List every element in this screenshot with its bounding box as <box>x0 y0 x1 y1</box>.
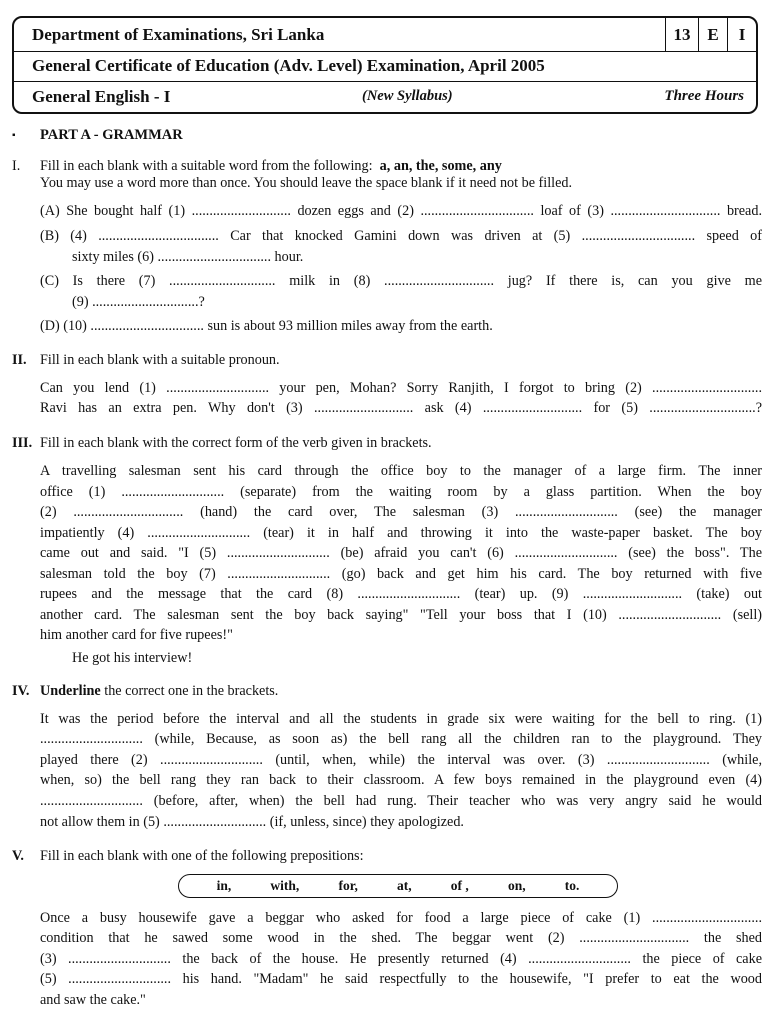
preposition-option: with, <box>270 878 300 893</box>
passage-line: salesman told the boy (7) ............................. (go) back and get him his card. The boy returned with five <box>40 566 762 582</box>
passage-line: when, so) the bell rang they ran back to their classroom. A few boys remained in the playground even (4) <box>40 772 762 788</box>
passage-line: (3) ............................. the back of the house. He presently returned (4) ............................. the piece of cake <box>40 951 762 967</box>
exam-header <box>12 16 758 114</box>
passage-line: not allow them in (5) ............................. (if, unless, since) they apologized. <box>40 814 464 830</box>
passage-line: Ravi has an extra pen. Why don't (3) ............................ ask (4) ............................ for (5) ..............................? <box>40 400 762 416</box>
item-a: (A) She bought half (1) ............................ dozen eggs and (2) ................................ loaf of (3) ............................... bread. <box>40 203 762 219</box>
part-a-title: PART A - GRAMMAR <box>40 127 183 143</box>
instruction-text: the correct one in the brackets. <box>100 683 279 699</box>
department-name: Department of Examinations, Sri Lanka <box>32 24 325 44</box>
header-row-subject <box>14 81 756 112</box>
passage-line: (2) ............................... (hand) the card over, The salesman (3) ............................. (see) the manager <box>40 504 762 520</box>
paper-code-roman: I <box>727 18 756 51</box>
paper-code-number: 13 <box>665 18 698 51</box>
preposition-options-box <box>178 874 618 898</box>
question-number: II. <box>12 352 27 368</box>
instruction-emphasis: Underline <box>40 683 101 699</box>
preposition-option: on, <box>507 878 526 893</box>
passage-line: condition that he sawed some wood in the shed. The beggar went (2) ............................... the shed <box>40 930 762 946</box>
passage-line: ............................. (while, Because, as soon as) the bell rang all the children ran to the playground. They <box>40 731 762 747</box>
passage-line: He got his interview! <box>72 650 193 666</box>
word-options: a, an, the, some, any <box>379 158 502 174</box>
duration-label: Three Hours <box>664 88 744 104</box>
question-number: IV. <box>12 683 30 699</box>
passage-line: Can you lend (1) ............................. your pen, Mohan? Sorry Ranjith, I forgot to bring (2) ............................... <box>40 380 762 396</box>
preposition-option: in, <box>216 878 232 893</box>
passage-line: played there (2) ............................. (until, when, while) the interval was over. (3) ............................. (while, <box>40 752 762 768</box>
bullet-icon: ▪ <box>12 130 16 141</box>
paper-code-letter: E <box>698 18 727 51</box>
question-instruction: Fill in each blank with the correct form of the verb given in brackets. <box>40 435 432 451</box>
question-instruction-2: You may use a word more than once. You should leave the space blank if it need not be filled. <box>40 175 573 191</box>
passage-line: It was the period before the interval and all the students in grade six were waiting for the bell to ring. (1) <box>40 711 762 727</box>
question-instruction: Fill in each blank with a suitable pronoun. <box>40 352 280 368</box>
passage-line: A travelling salesman sent his card through the office boy to the manager of a large firm. The inner <box>40 463 762 479</box>
exam-title: General Certificate of Education (Adv. Level) Examination, April 2005 <box>32 56 545 75</box>
item-b-line-1: (B) (4) .................................. Car that knocked Gamini down was driven at (5) ................................ speed of <box>40 228 762 244</box>
question-number: I. <box>12 158 21 174</box>
preposition-option: for, <box>338 878 358 893</box>
question-instruction <box>40 683 278 700</box>
passage-line: ............................. (before, after, when) the bell had rung. Their teacher who was very angry said he would <box>40 793 762 809</box>
item-d: (D) (10) ................................ sun is about 93 million miles away from the earth. <box>40 318 493 334</box>
passage-line: came out and said. "I (5) ............................. (be) afraid you can't (6) ............................. (see) the boss". The <box>40 545 762 561</box>
passage-line: another card. The salesman sent the boy back saying" "Tell your boss that I (10) ............................. (sell) <box>40 607 762 623</box>
passage-line: and saw the cake." <box>40 992 146 1008</box>
question-number: V. <box>12 848 24 864</box>
passage-line: rupees and the message that the card (8) ............................. (tear) up. (9) ............................ (take) out <box>40 586 762 602</box>
item-c-line-1: (C) Is there (7) .............................. milk in (8) ............................... jug? If there is, can you give me <box>40 273 762 289</box>
preposition-option: of , <box>450 878 469 893</box>
paper-code <box>665 18 756 51</box>
passage-line: Once a busy housewife gave a beggar who asked for food a large piece of cake (1) ............................... <box>40 910 762 926</box>
syllabus-label: (New Syllabus) <box>362 88 453 104</box>
header-row-department <box>14 18 756 52</box>
preposition-option: to. <box>564 878 580 893</box>
passage-line: impatiently (4) ............................. (tear) it in half and throwing it into the waste-paper basket. The boy <box>40 525 762 541</box>
instruction-text: Fill in each blank with a suitable word from the following: <box>40 158 373 174</box>
header-row-exam <box>14 51 756 82</box>
question-number: III. <box>12 435 33 451</box>
passage-line: him another card for five rupees!" <box>40 627 233 643</box>
question-instruction <box>40 158 502 175</box>
passage-line: office (1) ............................. (separate) from the waiting room by a glass partition. When the boy <box>40 484 762 500</box>
item-b-line-2: sixty miles (6) ................................ hour. <box>72 249 304 265</box>
item-c-line-2: (9) ..............................? <box>72 294 205 310</box>
question-instruction: Fill in each blank with one of the following prepositions: <box>40 848 364 864</box>
subject-title: General English - I <box>32 86 171 106</box>
preposition-option: at, <box>397 878 412 893</box>
passage-line: (5) ............................. his hand. "Madam" he said respectfully to the housewife, "I prefer to eat the wood <box>40 971 762 987</box>
